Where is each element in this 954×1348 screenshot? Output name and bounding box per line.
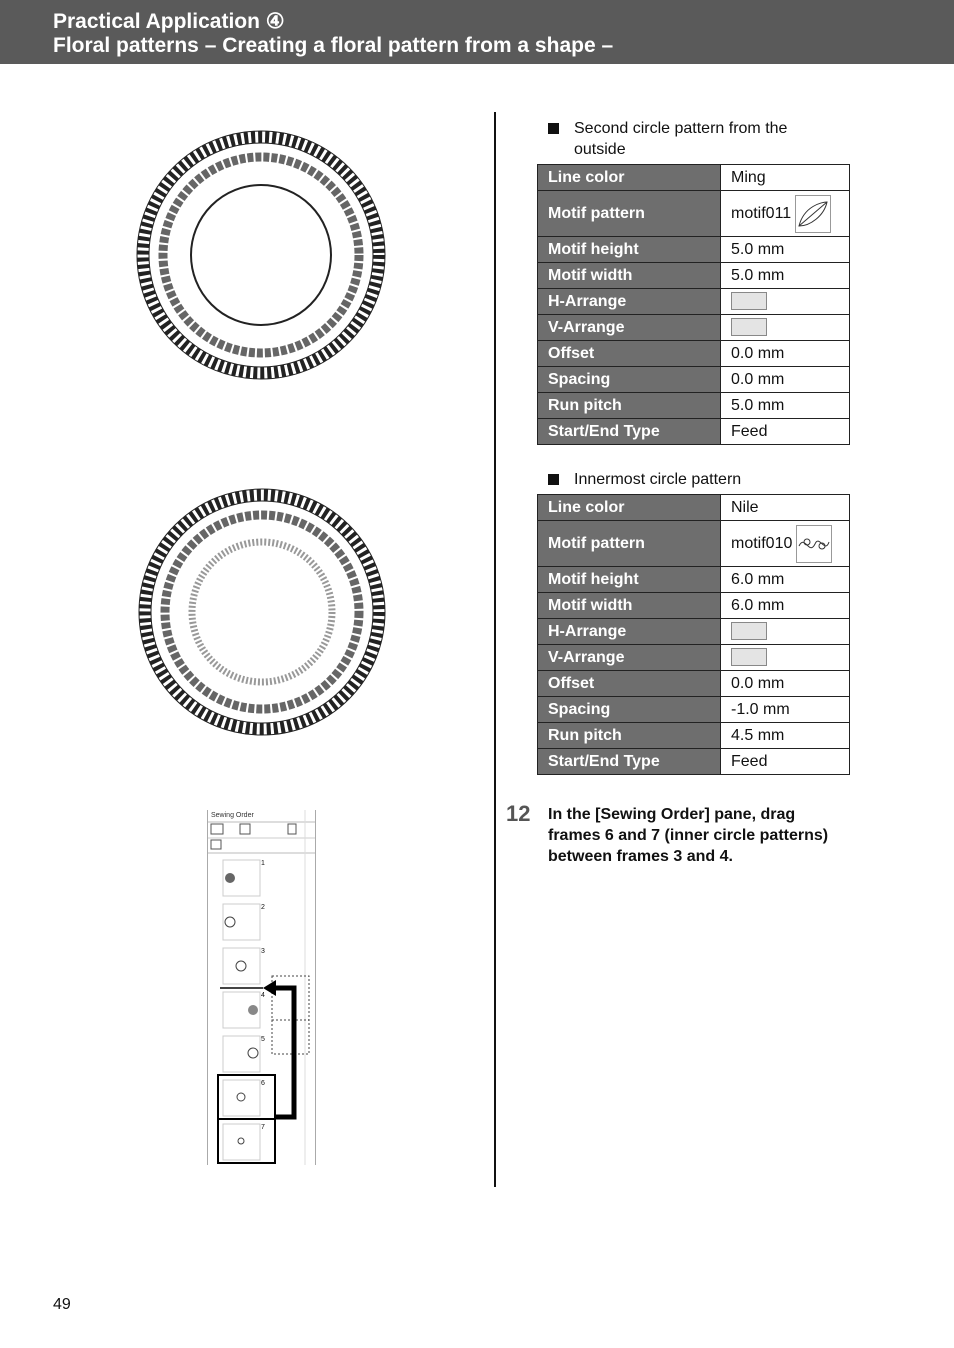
table-row: Offset 0.0 mm	[538, 341, 850, 367]
section1-heading: Second circle pattern from the outside	[548, 118, 838, 160]
section1-table	[537, 164, 850, 445]
frame-1-label: 1	[261, 860, 265, 867]
table-row: H-Arrange	[538, 619, 850, 645]
header-title: Practical Application ④	[53, 10, 285, 33]
table-row: Motif height 6.0 mm	[538, 567, 850, 593]
table-row: V-Arrange	[538, 315, 850, 341]
table-row: Spacing -1.0 mm	[538, 697, 850, 723]
bullet-square-icon	[548, 474, 559, 485]
step-number: 12	[506, 801, 531, 826]
figure-circle-pattern-1	[132, 126, 390, 384]
v-arrange-icon	[731, 648, 767, 666]
frame-7-label: 7	[261, 1124, 265, 1131]
table-row: Offset 0.0 mm	[538, 671, 850, 697]
table-row: Motif pattern motif010	[538, 521, 850, 567]
section2-table	[537, 494, 850, 775]
frame-5-label: 5	[261, 1036, 265, 1043]
table-row: Motif width 6.0 mm	[538, 593, 850, 619]
frame-2-label: 2	[261, 904, 265, 911]
table-row: Motif width 5.0 mm	[538, 263, 850, 289]
table-row: Start/End Type Feed	[538, 749, 850, 775]
figure-circle-pattern-2	[134, 484, 390, 740]
table-row: Motif pattern motif011	[538, 191, 850, 237]
table-row: Motif height 5.0 mm	[538, 237, 850, 263]
table-row: Run pitch 5.0 mm	[538, 393, 850, 419]
step-text: In the [Sewing Order] pane, drag frames 6 and 7 (inner circle patterns) between frames 3 and 4.	[548, 806, 829, 865]
h-arrange-icon	[731, 622, 767, 640]
table-row: V-Arrange	[538, 645, 850, 671]
table-row: H-Arrange	[538, 289, 850, 315]
table-row: Line color Ming	[538, 165, 850, 191]
h-arrange-icon	[731, 292, 767, 310]
table-row: Line color Nile	[538, 495, 850, 521]
table-row: Run pitch 4.5 mm	[538, 723, 850, 749]
frame-3-label: 3	[261, 948, 265, 955]
v-arrange-icon	[731, 318, 767, 336]
section2-heading: Innermost circle pattern	[548, 469, 838, 490]
page-header	[0, 0, 954, 64]
bullet-square-icon	[548, 123, 559, 134]
wave-motif-icon	[796, 525, 832, 563]
sewing-order-pane[interactable]	[207, 810, 316, 1165]
column-divider	[494, 112, 496, 1187]
page-number: 49	[53, 1296, 71, 1313]
frame-6-label: 6	[261, 1080, 265, 1087]
sewing-order-title: Sewing Order	[211, 812, 254, 819]
header-subtitle: Floral patterns – Creating a floral pattern from a shape –	[53, 34, 614, 57]
frame-4-label: 4	[261, 992, 265, 999]
table-row: Start/End Type Feed	[538, 419, 850, 445]
leaf-motif-icon	[795, 195, 831, 233]
table-row: Spacing 0.0 mm	[538, 367, 850, 393]
